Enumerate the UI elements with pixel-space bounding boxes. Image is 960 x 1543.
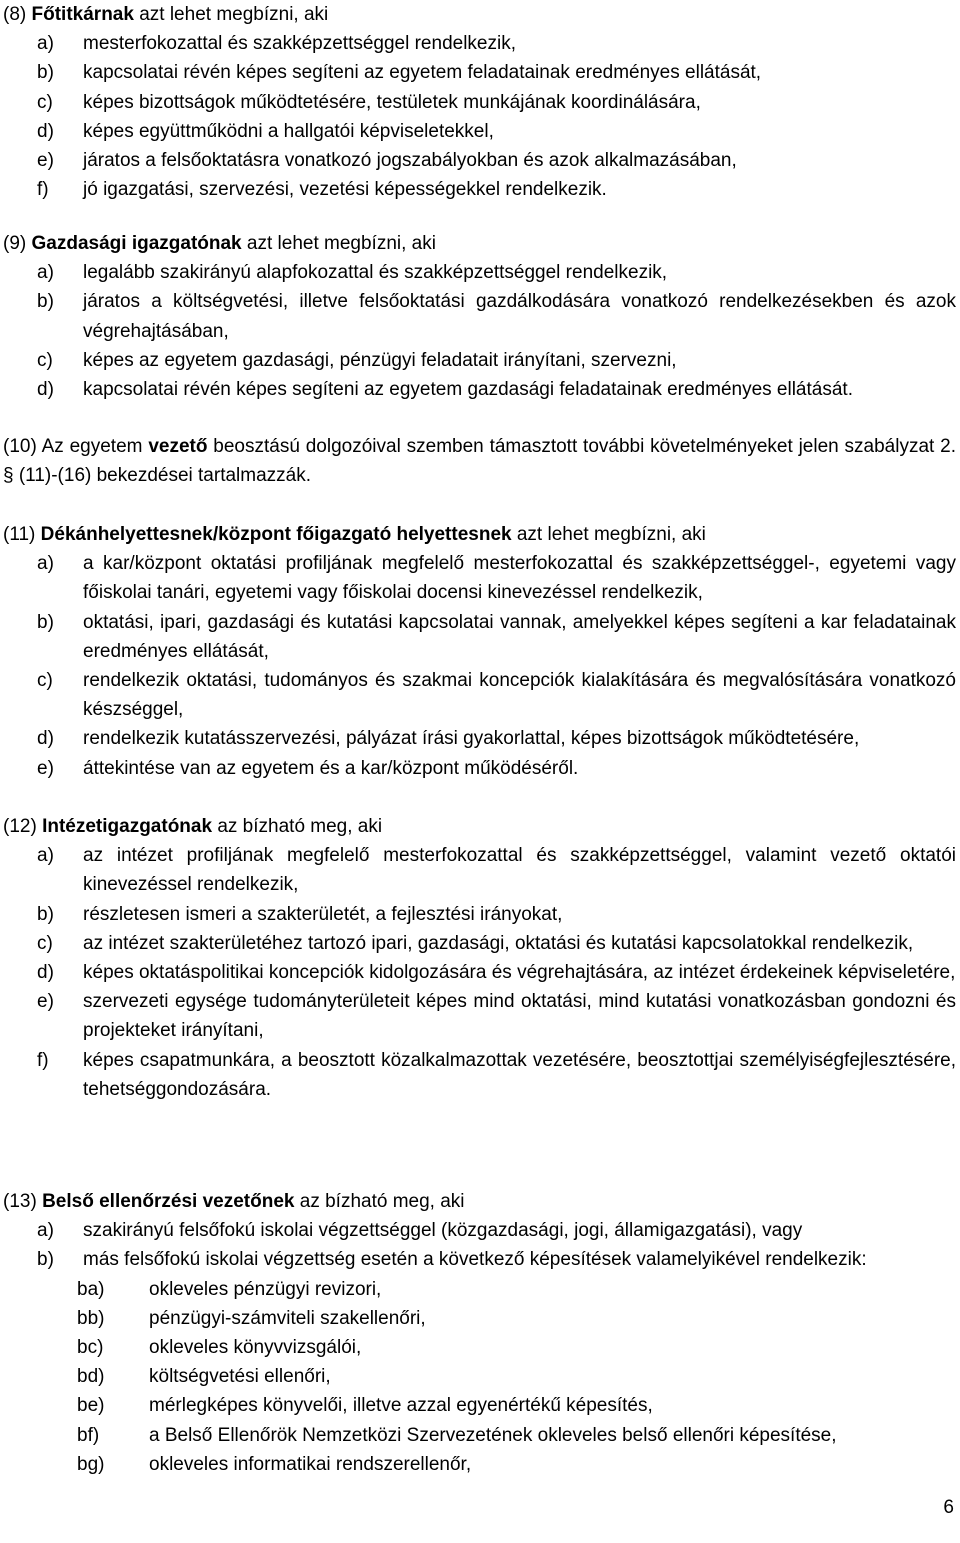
list-item: d) rendelkezik kutatásszervezési, pályázat írási gyakorlattal, képes bizottságok működtetésére,: [37, 728, 860, 750]
list-item: f) jó igazgatási, szervezési, vezetési képességekkel rendelkezik.: [37, 179, 607, 201]
list-item: c) képes az egyetem gazdasági, pénzügyi feladatait irányítani, szervezni,: [37, 349, 677, 371]
section-11-heading: (11) Dékánhelyettesnek/központ főigazgató helyettesnek azt lehet megbízni, aki: [3, 524, 706, 545]
section-9-title: Gazdasági igazgatónak: [31, 233, 242, 254]
list-item: a) szakirányú felsőfokú iskolai végzettséggel (közgazdasági, jogi, államigazgatási), vagy: [37, 1220, 803, 1242]
section-9-heading: (9) Gazdasági igazgatónak azt lehet megbízni, aki: [3, 233, 436, 254]
section-13-heading: (13) Belső ellenőrzési vezetőnek az bízható meg, aki: [3, 1191, 465, 1212]
section-13-title: Belső ellenőrzési vezetőnek: [42, 1191, 295, 1212]
sub-list-item: be) mérlegképes könyvelői, illetve azzal egyenértékű képesítés,: [77, 1395, 653, 1417]
section-12-heading: (12) Intézetigazgatónak az bízható meg, aki: [3, 816, 383, 837]
page-number: 6: [943, 1497, 954, 1518]
section-13: [3, 1187, 956, 1479]
list-item: b) járatos a költségvetési, illetve felsőoktatási gazdálkodására vonatkozó rendelkezésekben és azok végrehajtásában,: [37, 291, 956, 342]
list-item: d) képes együttműködni a hallgatói képviseletekkel,: [37, 120, 494, 142]
sub-list-item: bg) okleveles informatikai rendszerellenőr,: [77, 1453, 472, 1475]
list-item: a) az intézet profiljának megfelelő mesterfokozattal és szakképzettséggel, valamint vezető oktatói kinevezéssel rendelkezik,: [37, 845, 956, 896]
list-item: e) áttekintése van az egyetem és a kar/központ működéséről.: [37, 757, 579, 779]
sub-list-item: bd) költségvetési ellenőri,: [77, 1366, 331, 1388]
list-item: e) szervezeti egysége tudományterületeit képes mind oktatási, mind kutatási vonatkozásban gondozni és projekteket irányítani,: [37, 991, 956, 1042]
list-item: d) kapcsolatai révén képes segíteni az egyetem gazdasági feladatainak eredményes ellátását.: [37, 379, 853, 401]
list-item: b) oktatási, ipari, gazdasági és kutatási kapcsolatai vannak, amelyekkel képes segíteni a kar feladatainak eredményes ellátását,: [37, 611, 956, 662]
section-10-paragraph: (10) Az egyetem vezető beosztású dolgozóival szemben támasztott további követelményeket jelen szabályzat 2. § (11)-(16) bekezdései tartalmazzák.: [3, 436, 957, 487]
sub-list-item: bf) a Belső Ellenőrök Nemzetközi Szervezetének okleveles belső ellenőri képesítése,: [77, 1424, 837, 1446]
section-8: [3, 0, 956, 204]
section-9: [3, 229, 956, 404]
list-item: b) más felsőfokú iskolai végzettség esetén a következő képesítések valamelyikével rendelkezik:: [37, 1249, 867, 1271]
section-8-title: Főtitkárnak: [31, 4, 134, 25]
section-11-title: Dékánhelyettesnek/központ főigazgató helyettesnek: [40, 524, 512, 545]
section-12: [3, 812, 956, 1104]
list-item: e) járatos a felsőoktatásra vonatkozó jogszabályokban és azok alkalmazásában,: [37, 150, 737, 172]
list-item: a) mesterfokozattal és szakképzettséggel rendelkezik,: [37, 33, 516, 55]
sub-list-item: ba) okleveles pénzügyi revizori,: [77, 1278, 382, 1300]
section-8-heading: (8) Főtitkárnak azt lehet megbízni, aki: [3, 4, 329, 25]
list-item: b) kapcsolatai révén képes segíteni az egyetem feladatainak eredményes ellátását,: [37, 62, 762, 84]
list-item: f) képes csapatmunkára, a beosztott közalkalmazottak vezetésére, beosztottjai személyiségfejlesztésére, tehetséggondozására.: [37, 1049, 956, 1100]
list-item: c) az intézet szakterületéhez tartozó ipari, gazdasági, oktatási és kutatási kapcsolatokkal rendelkezik,: [37, 932, 914, 954]
sub-list-item: bc) okleveles könyvvizsgálói,: [77, 1337, 362, 1359]
section-10: [3, 432, 956, 490]
list-item: d) képes oktatáspolitikai koncepciók kidolgozására és végrehajtására, az intézet érdekeinek képviseletére,: [37, 962, 956, 984]
list-item: b) részletesen ismeri a szakterületét, a fejlesztési irányokat,: [37, 903, 563, 925]
list-item: c) rendelkezik oktatási, tudományos és szakmai koncepciók kialakítására és megvalósítására vonatkozó készséggel,: [37, 670, 956, 721]
sub-list-item: bb) pénzügyi-számviteli szakellenőri,: [77, 1307, 426, 1329]
section-11: [3, 520, 956, 783]
list-item: c) képes bizottságok működtetésére, testületek munkájának koordinálására,: [37, 91, 701, 113]
list-item: a) legalább szakirányú alapfokozattal és szakképzettséggel rendelkezik,: [37, 262, 668, 284]
section-12-title: Intézetigazgatónak: [42, 816, 213, 837]
list-item: a) a kar/központ oktatási profiljának megfelelő mesterfokozattal és szakképzettséggel-, egyetemi vagy főiskolai tanári, egyetemi vagy főiskolai docensi kinevezéssel rendelkezik,: [37, 553, 956, 604]
